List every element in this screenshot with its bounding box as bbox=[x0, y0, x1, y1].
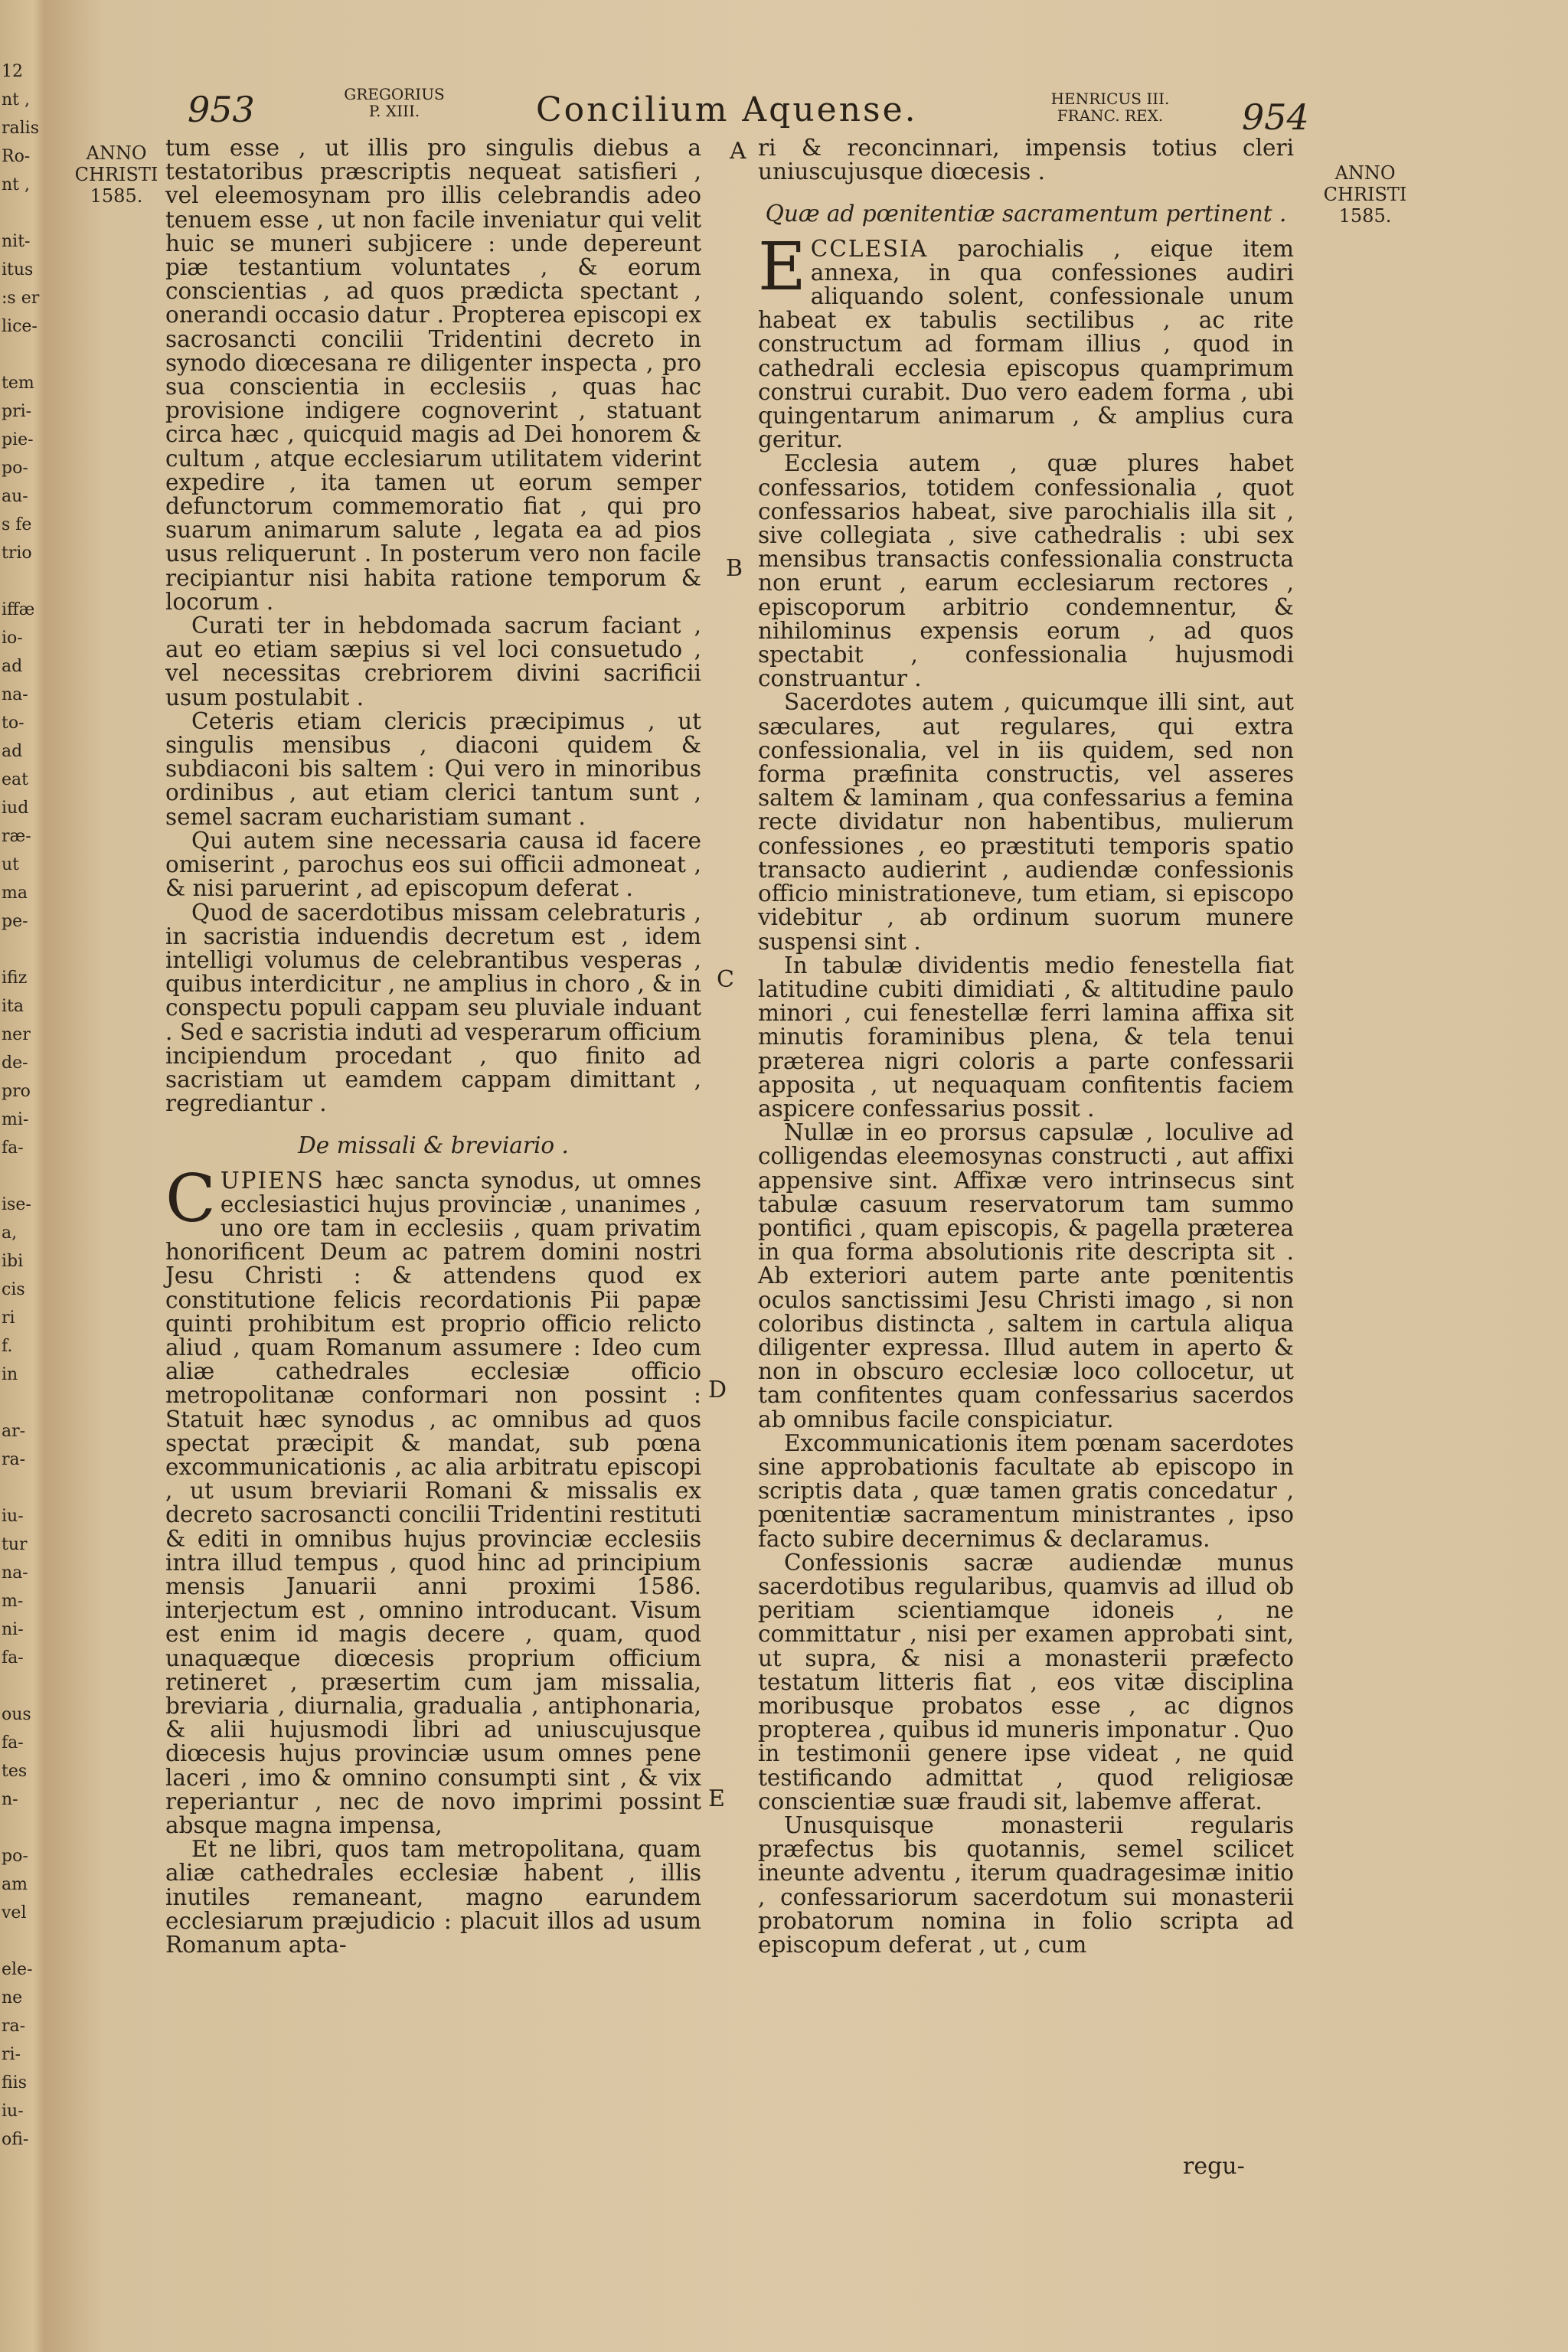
drop-cap: E bbox=[758, 228, 806, 305]
previous-page-fragment: na- bbox=[2, 685, 28, 704]
previous-page-fragment: m- bbox=[2, 1592, 24, 1611]
previous-page-fragment: ner bbox=[2, 1025, 31, 1044]
page-title: Concilium Aquense. bbox=[536, 90, 918, 129]
previous-page-fragment: fa- bbox=[2, 1733, 24, 1753]
previous-page-fragment: ri bbox=[2, 1308, 15, 1328]
small-caps: CCLESIA bbox=[810, 235, 929, 262]
previous-page-fragment: n- bbox=[2, 1790, 18, 1809]
section-marker-e: E bbox=[708, 1785, 725, 1812]
section-marker-d: D bbox=[708, 1377, 727, 1403]
right-page-number: 954 bbox=[1242, 96, 1309, 138]
left-column bbox=[165, 136, 701, 1957]
previous-page-fragment: pie- bbox=[2, 430, 34, 449]
previous-page-fragment: ræ- bbox=[2, 827, 31, 846]
paragraph: Excommunicationis item pœnam sacerdotes sine approbationis facultate ab episcopo in scriptis data , quæ tamen gratis concedatur , pœnitentiæ sacramentum ministrantes , ipso facto subire decernimus & declaramus. bbox=[758, 1429, 1294, 1552]
section-marker-a: A bbox=[730, 138, 746, 165]
paragraph: ri & reconcinnari, impensis totius cleri uniuscujusque diœcesis . bbox=[758, 135, 1294, 185]
previous-page-fragment: nit- bbox=[2, 232, 31, 251]
previous-page-fragment: tes bbox=[2, 1762, 28, 1781]
previous-page-fragment: fa- bbox=[2, 1648, 24, 1668]
previous-page-fragment: ous bbox=[2, 1705, 31, 1724]
previous-page-fragment: fiis bbox=[2, 2073, 27, 2092]
previous-page-fragment: 12 bbox=[2, 62, 23, 81]
drop-cap: C bbox=[165, 1160, 216, 1237]
previous-page-fragment: pe- bbox=[2, 912, 28, 931]
previous-page-fragment: f. bbox=[2, 1337, 13, 1356]
previous-page-fragment: tur bbox=[2, 1535, 28, 1554]
paragraph: tum esse , ut illis pro singulis diebus a testatoribus præscriptis nequeat satisfieri , vel eleemosynam pro illis celebrandis adeo tenuem esse , ut non facile inveniatur qui velit huic se muneri subjicere : unde depereunt piæ testantium voluntates , & eorum conscientias , ad quos prædicta spectant , onerandi occasio datur . Propterea episcopi ex sacrosancti concilii Tridentini decreto in synodo diœcesana re diligenter inspecta , pro sua conscientia in ecclesiis , quas hac provisione indigere cognoverint , statuant circa hæc , quicquid magis ad Dei honorem & cultum , atque ecclesiarum utilitatem viderint expedire , ita tamen ut eorum semper defunctorum commemoratio fiat , qui pro suarum animarum salute , legata ea ad pios usus reliquerunt . In posterum vero non facile recipiantur nisi habita ratione temporum & locorum . bbox=[165, 135, 701, 615]
section-heading-penance: Quæ ad pœnitentiæ sacramentum pertinent . bbox=[765, 201, 1287, 227]
small-caps: UPIENS bbox=[220, 1167, 325, 1194]
previous-page-fragment: nt , bbox=[2, 175, 30, 194]
paragraph: In tabulæ dividentis medio fenestella fiat latitudine cubiti dimidiati , & altitudine paulo minori , cui fenestellæ ferri lamina affixa sit minutis foraminibus plena, & tela tenui præterea nigri coloris a parte confessarii apposita , ut nequaquam confitentis faciem aspicere confessarius possit . bbox=[758, 952, 1294, 1122]
previous-page-fragment: ifiz bbox=[2, 969, 28, 988]
previous-page-fragment: am bbox=[2, 1875, 28, 1894]
section-marker-b: B bbox=[726, 555, 743, 582]
section-marker-c: C bbox=[717, 966, 734, 993]
left-running-head: GREGORIUS P. XIII. bbox=[344, 85, 445, 120]
previous-page-fragment: ita bbox=[2, 997, 24, 1016]
previous-page-fragment: de- bbox=[2, 1054, 28, 1073]
paragraph: Curati ter in hebdomada sacrum faciant , aut eo etiam sæpius si vel loci consuetudo , vel necessitas crebriorem divini sacrificii usum postulabit . bbox=[165, 612, 701, 710]
previous-page-fragment: cis bbox=[2, 1280, 25, 1299]
paragraph-dropcap: ECCLESIA parochialis , eique item annexa, in qua confessiones audiri aliquando solent, confessionale unum habeat ex tabulis sectilibus , ac rite constructum ad formam illius , quod in cathedrali ecclesia episcopus quamprimum construi curabit. Duo vero eadem forma , ubi quingentarum animarum , & amplius cura geritur. bbox=[758, 228, 1294, 453]
previous-page-fragment: ele- bbox=[2, 1960, 33, 1979]
paragraph: Qui autem sine necessaria causa id facere omiserint , parochus eos sui officii admoneat , & nisi paruerint , ad episcopum deferat . bbox=[165, 827, 701, 902]
anno-left: ANNO CHRISTI 1585. bbox=[74, 142, 158, 207]
previous-page-fragment: itus bbox=[2, 260, 34, 279]
previous-page-fragment: vel bbox=[2, 1903, 27, 1922]
previous-page-fragment: ise- bbox=[2, 1195, 31, 1214]
previous-page-fragment: ad bbox=[2, 657, 23, 676]
previous-page-fragment: ri- bbox=[2, 2045, 21, 2064]
previous-page-fragment: ra- bbox=[2, 2017, 26, 2036]
previous-page-fragment: tem bbox=[2, 374, 34, 393]
previous-page-fragment: trio bbox=[2, 544, 32, 563]
catchword: regu- bbox=[1183, 2153, 1245, 2180]
anno-right: ANNO CHRISTI 1585. bbox=[1323, 162, 1407, 227]
previous-page-fragment: eat bbox=[2, 770, 28, 789]
previous-page-fragment: iu- bbox=[2, 2102, 24, 2121]
previous-page-fragment: ni- bbox=[2, 1620, 24, 1639]
paragraph: Ecclesia autem , quæ plures habet confessarios, totidem confessionalia , quot confessarios habeat, sive parochialis illa sit , sive collegiata , sive cathedralis : ubi sex mensibus transactis confessionalia constructa non erunt , earum ecclesiarum rectores , episcoporum arbitrio condemnentur, & nihilominus expensis eorum , ad quos spectabit , confessionalia hujusmodi construantur . bbox=[758, 450, 1294, 692]
paragraph: Sacerdotes autem , quicumque illi sint, aut sæculares, aut regulares, qui extra confessionalia, vel in iis quidem, sed non forma præfinita constructis, vel asseres saltem & laminam , qua confessarius a femina recte dividatur non habentibus, mulierum confessiones , eo præstituti temporis spatio transacto audierint , audiendæ confessionis officio ministrationeve, tum etiam, si episcopo videbitur , ab ordinum suorum munere suspensi sint . bbox=[758, 689, 1294, 955]
previous-page-fragment: iffæ bbox=[2, 600, 35, 619]
previous-page-fragment: s fe bbox=[2, 515, 32, 534]
previous-page-fragment: iu- bbox=[2, 1507, 24, 1526]
previous-page-fragment: pro bbox=[2, 1082, 31, 1101]
previous-page-fragment: :s er bbox=[2, 289, 40, 308]
left-page-number: 953 bbox=[188, 89, 255, 130]
previous-page-fragment: ne bbox=[2, 1988, 23, 2007]
previous-page-fragment: ad bbox=[2, 742, 23, 761]
paragraph: Confessionis sacræ audiendæ munus sacerdotibus regularibus, quamvis ad illud ob peritiam scientiamque idoneis , ne committatur , nisi per examen approbati sint, ut supra, & nisi a monasterii præfecto testatum litteris fiat , eos vitæ disciplina moribusque probatos esse , ac dignos propterea , quibus id muneris imponatur . Quo in testimonii genere ipse videat , ne quid testificando admittat , quod religiosæ conscientiæ suæ fraudi sit, labemve afferat. bbox=[758, 1549, 1294, 1815]
previous-page-fragment: fa- bbox=[2, 1138, 24, 1158]
previous-page-fragment: to- bbox=[2, 714, 24, 733]
previous-page-fragment: ut bbox=[2, 855, 20, 874]
paragraph-dropcap: CUPIENS hæc sancta synodus, ut omnes ecclesiastici hujus provinciæ , unanimes , uno ore tam in ecclesiis , quam privatim honorificent Deum ac patrem domini nostri Jesu Christi : & attendens quod ex constitutione felicis recordationis Pii papæ quinti prohibitum est proprio officio relicto aliud , quam Romanum assumere : Ideo cum aliæ cathedrales ecclesiæ officio metropolitanæ conformari non possint : Statuit hæc synodus , ac omnibus ad quos spectat præcipit & mandat, sub pœna excommunicationis , ac alia arbitratu episcopi , ut usum breviarii Romani & missalis ex decreto sacrosancti concilii Tridentini restituti & editi in omnibus hujus provinciæ ecclesiis intra illud tempus , quod hinc ad principium mensis Januarii anni proximi 1586. interjectum est , omnino introducant. Visum est enim id magis decere , quam, quod unaquæque diœcesis proprium officium retineret , præsertim cum jam missalia, breviaria , diurnalia, gradualia , antiphonaria, & alii hujusmodi libri ad uniuscujusque diœcesis hujus provinciæ usum omnes pene laceri , imo & omnino consumpti sint , & vix reperiantur , nec de novo imprimi possint absque magna impensa, bbox=[165, 1160, 701, 1839]
previous-page-fragment: lice- bbox=[2, 317, 38, 336]
previous-page-fragment: na- bbox=[2, 1563, 28, 1583]
previous-page-fragment: ar- bbox=[2, 1422, 26, 1441]
previous-page-fragment: ra- bbox=[2, 1450, 26, 1469]
paragraph: Unusquisque monasterii regularis præfectus bis quotannis, semel scilicet ineunte adventu , iterum quadragesimæ initio , confessariorum sacerdotum sui monasterii probatorum nomina in folio scripta ad episcopum deferat , ut , cum bbox=[758, 1812, 1294, 1958]
previous-page-fragment: ralis bbox=[2, 119, 39, 138]
previous-page-fragment: nt , bbox=[2, 90, 30, 109]
right-running-head: HENRICUS III. FRANC. REX. bbox=[1050, 90, 1170, 125]
previous-page-fragment: Ro- bbox=[2, 147, 31, 166]
previous-page-fragment: io- bbox=[2, 629, 23, 648]
paragraph: Quod de sacerdotibus missam celebraturis , in sacristia induendis decretum est , idem intelligi volumus de celebrantibus vesperas , quibus interdicitur , ne amplius in choro , & in conspectu populi cappam seu pluviale induant . Sed e sacristia induti ad vesperarum officium incipiendum procedant , quo finito ad sacristiam ut eamdem cappam dimittant , regrediantur . bbox=[165, 899, 701, 1117]
previous-page-fragment: po- bbox=[2, 459, 28, 478]
previous-page-fragment: au- bbox=[2, 487, 28, 506]
paragraph: Nullæ in eo prorsus capsulæ , loculive ad colligendas eleemosynas constructi , aut affixi appensive sint. Affixæ vero intrinsecus sint tabulæ casuum reservatorum tam summo pontifici , quam episcopis, & pagella præterea in qua forma absolutionis rite descripta sit . Ab exteriori autem parte ante pœnitentis oculos sanctissimi Jesu Christi imago , si non coloribus distincta , saltem in cartula aliqua diligenter expressa. Illud autem in aperto & non in obscuro ecclesiæ loco collocetur, ut tam confitentes quam confessarius sacerdos ab omnibus facile conspiciatur. bbox=[758, 1119, 1294, 1432]
previous-page-fragment: ma bbox=[2, 884, 28, 903]
previous-page-fragment: a, bbox=[2, 1223, 18, 1243]
paragraph: Ceteris etiam clericis præcipimus , ut singulis mensibus , diaconi quidem & subdiaconi bis saltem : Qui vero in minoribus ordinibus , aut etiam clerici tantum sunt , semel sacram eucharistiam sumant . bbox=[165, 707, 701, 830]
paragraph: Et ne libri, quos tam metropolitana, quam aliæ cathedrales ecclesiæ habent , illis inutiles remaneant, magno earundem ecclesiarum præjudicio : placuit illos ad usum Romanum apta- bbox=[165, 1836, 701, 1958]
previous-page-strip bbox=[0, 0, 49, 2352]
section-heading-missal: De missali & breviario . bbox=[298, 1132, 569, 1159]
previous-page-fragment: in bbox=[2, 1365, 18, 1384]
previous-page-fragment: po- bbox=[2, 1847, 28, 1866]
right-column bbox=[758, 136, 1294, 1957]
previous-page-fragment: ibi bbox=[2, 1252, 24, 1271]
previous-page-fragment: pri- bbox=[2, 402, 32, 421]
previous-page-fragment: ofi- bbox=[2, 2130, 29, 2149]
previous-page-fragment: mi- bbox=[2, 1110, 29, 1129]
previous-page-fragment: iud bbox=[2, 799, 29, 818]
